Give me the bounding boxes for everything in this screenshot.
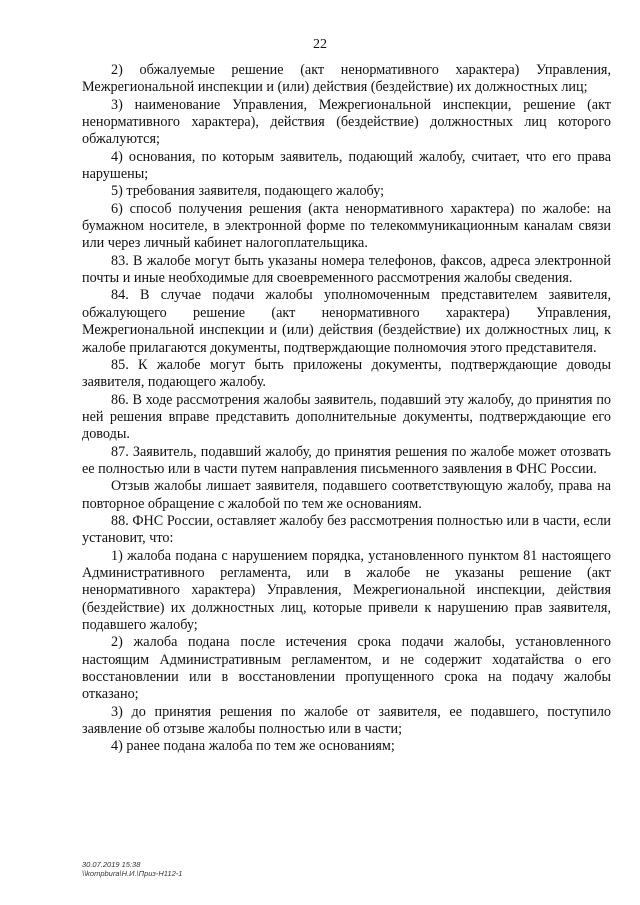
footer-timestamp: 30.07.2019 15:38 [82, 860, 141, 869]
paragraph-item-6: 6) способ получения решения (акта ненормативного характера) по жалобе: на бумажном носителе, в электронной форме по телекоммуникационным каналам связи или через личный кабинет налогоплательщика. [82, 200, 611, 252]
paragraph-84: 84. В случае подачи жалобы уполномоченным представителем заявителя, обжалующего решение (акт ненормативного характера) Управления, Межрегиональной инспекции и (или) действия (бездействие) их должностных лиц, к жалобе прилагаются документы, подтверждающие полномочия этого представителя. [82, 287, 611, 356]
paragraph-85: 85. К жалобе могут быть приложены документы, подтверждающие доводы заявителя, подающего жалобу. [82, 356, 611, 391]
paragraph-88-item-2: 2) жалоба подана после истечения срока подачи жалобы, установленного настоящим Административным регламентом, и не содержит ходатайства о его восстановлении или в восстановлении пропущенного срока на подачу жалобы отказано; [82, 634, 611, 703]
footer-file-path: \\kompbura\Н.И.\Приз-Н112-1 [82, 869, 183, 878]
paragraph-item-5: 5) требования заявителя, подающего жалобу; [111, 183, 385, 200]
paragraph-88-item-4: 4) ранее подана жалоба по тем же основаниям; [111, 738, 395, 755]
paragraph-88: 88. ФНС России, оставляет жалобу без рассмотрения полностью или в части, если установит, что: [82, 512, 611, 547]
document-footer [82, 860, 182, 878]
paragraph-86: 86. В ходе рассмотрения жалобы заявитель, подавший эту жалобу, до принятия по ней решения вправе представить дополнительные документы, подтверждающие его доводы. [82, 391, 611, 443]
paragraph-87-withdrawal: Отзыв жалобы лишает заявителя, подавшего соответствующую жалобу, права на повторное обращение с жалобой по тем же основаниям. [82, 478, 611, 512]
page-number: 22 [313, 37, 327, 52]
paragraph-88-item-1: 1) жалоба подана с нарушением порядка, установленного пунктом 81 настоящего Административного регламента, или в жалобе не указаны решение (акт ненормативного характера) Управления, Межрегиональной инспекции, действия (бездействие) их должностных лиц, которые привели к нарушению прав заявителя, подавшего жалобу; [82, 547, 611, 633]
paragraph-item-4: 4) основания, по которым заявитель, подающий жалобу, считает, что его права нарушены; [82, 148, 611, 183]
paragraph-83: 83. В жалобе могут быть указаны номера телефонов, факсов, адреса электронной почты и иные необходимые для своевременного рассмотрения жалобы сведения. [82, 252, 611, 287]
document-body [82, 62, 611, 756]
paragraph-item-2: 2) обжалуемые решение (акт ненормативного характера) Управления, Межрегиональной инспекции и (или) действия (бездействие) их должностных лиц; [82, 62, 611, 96]
paragraph-item-3: 3) наименование Управления, Межрегиональной инспекции, решение (акт ненормативного характера), действия (бездействие) должностных лиц которого обжалуются; [82, 96, 611, 148]
paragraph-87: 87. Заявитель, подавший жалобу, до принятия решения по жалобе может отозвать ее полностью или в части путем направления письменного заявления в ФНС России. [82, 443, 611, 477]
paragraph-88-item-3: 3) до принятия решения по жалобе от заявителя, ее подавшего, поступило заявление об отзыве жалобы полностью или в части; [82, 703, 611, 738]
